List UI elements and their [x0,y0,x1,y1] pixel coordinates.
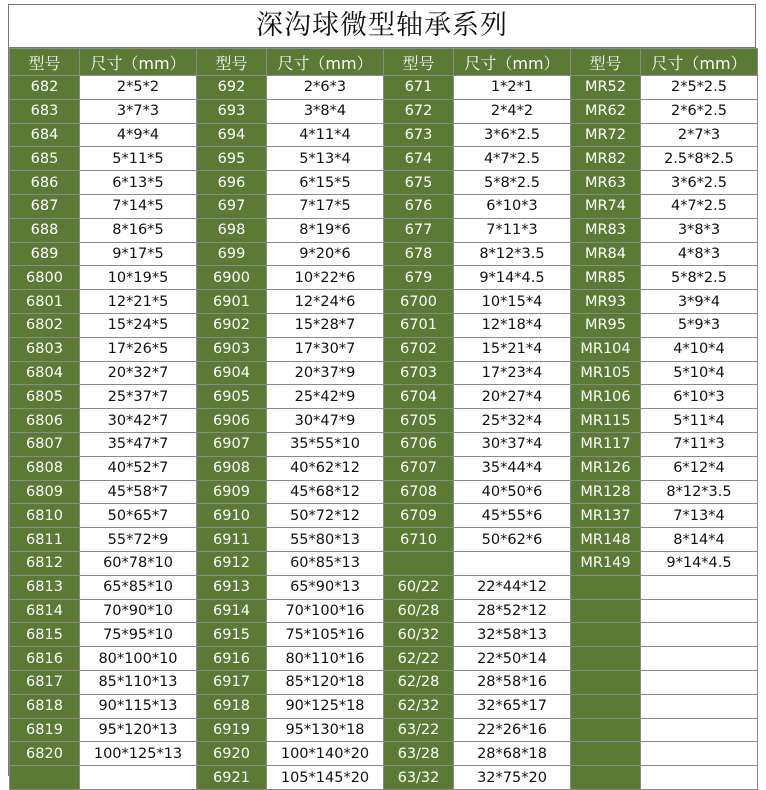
size-cell: 8*14*4 [641,528,758,552]
size-cell: 28*52*12 [454,599,571,623]
table-row [10,385,758,409]
model-cell: 6811 [10,528,80,552]
table-row [10,599,758,623]
model-cell: MR82 [571,147,641,171]
model-cell: 6905 [197,385,267,409]
size-cell: 45*68*12 [267,480,384,504]
column-header-model: 型号 [10,49,80,76]
table-row [10,480,758,504]
model-cell: MR62 [571,99,641,123]
size-cell [641,718,758,742]
model-cell: 6702 [384,337,454,361]
model-cell: 688 [10,218,80,242]
model-cell: 687 [10,194,80,218]
size-cell: 6*12*4 [641,456,758,480]
size-cell: 9*20*6 [267,242,384,266]
model-cell: 6818 [10,694,80,718]
size-cell: 28*58*16 [454,670,571,694]
size-cell [80,766,197,790]
size-cell: 85*120*18 [267,670,384,694]
page-title: 深沟球微型轴承系列 [9,5,755,48]
table-row [10,718,758,742]
model-cell: 689 [10,242,80,266]
size-cell: 10*22*6 [267,266,384,290]
size-cell: 12*18*4 [454,313,571,337]
size-cell: 5*10*4 [641,361,758,385]
model-cell: 6816 [10,647,80,671]
model-cell: 6908 [197,456,267,480]
size-cell: 1*2*1 [454,76,571,100]
column-header-size: 尺寸（mm） [267,49,384,76]
size-cell: 80*100*10 [80,647,197,671]
model-cell: 673 [384,123,454,147]
size-cell: 9*17*5 [80,242,197,266]
size-cell: 55*72*9 [80,528,197,552]
model-cell: 6902 [197,313,267,337]
model-cell: 679 [384,266,454,290]
size-cell: 30*42*7 [80,409,197,433]
model-cell: MR117 [571,432,641,456]
model-cell: MR148 [571,528,641,552]
model-cell: MR137 [571,504,641,528]
size-cell: 90*115*13 [80,694,197,718]
table-row [10,575,758,599]
model-cell: MR85 [571,266,641,290]
model-cell: 685 [10,147,80,171]
size-cell: 7*11*3 [641,432,758,456]
model-cell: 682 [10,76,80,100]
model-cell: 6911 [197,528,267,552]
size-cell: 8*12*3.5 [641,480,758,504]
size-cell: 32*65*17 [454,694,571,718]
size-cell: 2*6*3 [267,76,384,100]
size-cell: 70*90*10 [80,599,197,623]
size-cell: 4*10*4 [641,337,758,361]
model-cell: 6805 [10,385,80,409]
model-cell: 6706 [384,432,454,456]
model-cell: 6904 [197,361,267,385]
size-cell: 5*11*4 [641,409,758,433]
model-cell: 6918 [197,694,267,718]
size-cell: 20*32*7 [80,361,197,385]
size-cell: 70*100*16 [267,599,384,623]
model-cell [571,766,641,790]
size-cell: 22*44*12 [454,575,571,599]
model-cell: 695 [197,147,267,171]
size-cell: 60*78*10 [80,551,197,575]
model-cell: 6819 [10,718,80,742]
size-cell: 3*9*4 [641,290,758,314]
size-cell: 10*19*5 [80,266,197,290]
model-cell: 671 [384,76,454,100]
model-cell: 6701 [384,313,454,337]
size-cell: 60*85*13 [267,551,384,575]
size-cell: 32*75*20 [454,766,571,790]
model-cell: 6820 [10,742,80,766]
size-cell: 2*5*2 [80,76,197,100]
model-cell: MR106 [571,385,641,409]
model-cell: 696 [197,171,267,195]
size-cell: 17*23*4 [454,361,571,385]
model-cell: 6807 [10,432,80,456]
size-cell: 75*105*16 [267,623,384,647]
model-cell: 60/22 [384,575,454,599]
size-cell: 30*47*9 [267,409,384,433]
model-cell: 6910 [197,504,267,528]
size-cell: 5*8*2.5 [641,266,758,290]
size-cell: 3*7*3 [80,99,197,123]
column-header-size: 尺寸（mm） [80,49,197,76]
model-cell: MR72 [571,123,641,147]
table-row [10,742,758,766]
model-cell: 6800 [10,266,80,290]
model-cell: 6707 [384,456,454,480]
model-cell: 6709 [384,504,454,528]
model-cell: 6901 [197,290,267,314]
model-cell: 6808 [10,456,80,480]
size-cell: 5*11*5 [80,147,197,171]
column-header-size: 尺寸（mm） [641,49,758,76]
model-cell: 694 [197,123,267,147]
model-cell: 686 [10,171,80,195]
size-cell: 12*21*5 [80,290,197,314]
model-cell: 6803 [10,337,80,361]
size-cell [641,575,758,599]
model-cell: 6700 [384,290,454,314]
size-cell [454,551,571,575]
table-row [10,766,758,790]
table-row [10,432,758,456]
table-row [10,171,758,195]
bearing-table-sheet [8,4,756,786]
table-row [10,670,758,694]
size-cell: 80*110*16 [267,647,384,671]
model-cell: 6815 [10,623,80,647]
size-cell: 45*55*6 [454,504,571,528]
size-cell: 9*14*4.5 [641,551,758,575]
model-cell: 6907 [197,432,267,456]
table-body [10,76,758,790]
model-cell: 672 [384,99,454,123]
size-cell: 75*95*10 [80,623,197,647]
size-cell: 55*80*13 [267,528,384,552]
size-cell: 12*24*6 [267,290,384,314]
size-cell: 22*26*16 [454,718,571,742]
size-cell: 6*13*5 [80,171,197,195]
size-cell: 7*14*5 [80,194,197,218]
size-cell: 5*9*3 [641,313,758,337]
model-cell: 6814 [10,599,80,623]
column-header-model: 型号 [571,49,641,76]
model-cell: 6920 [197,742,267,766]
model-cell: 60/28 [384,599,454,623]
model-cell: 6810 [10,504,80,528]
size-cell: 95*120*13 [80,718,197,742]
table-row [10,242,758,266]
size-cell: 4*8*3 [641,242,758,266]
model-cell: 698 [197,218,267,242]
model-cell: MR93 [571,290,641,314]
size-cell: 2*5*2.5 [641,76,758,100]
model-cell: 675 [384,171,454,195]
model-cell [571,575,641,599]
model-cell: 6906 [197,409,267,433]
model-cell: 6916 [197,647,267,671]
size-cell: 2*6*2.5 [641,99,758,123]
model-cell: 684 [10,123,80,147]
model-cell: 62/22 [384,647,454,671]
size-cell: 4*9*4 [80,123,197,147]
size-cell: 95*130*18 [267,718,384,742]
size-cell: 8*12*3.5 [454,242,571,266]
model-cell: 60/32 [384,623,454,647]
table-row [10,313,758,337]
model-cell: 6912 [197,551,267,575]
size-cell: 2.5*8*2.5 [641,147,758,171]
model-cell: 6809 [10,480,80,504]
table-row [10,194,758,218]
table-row [10,337,758,361]
size-cell: 50*65*7 [80,504,197,528]
model-cell: 699 [197,242,267,266]
model-cell: 6806 [10,409,80,433]
model-cell: 6915 [197,623,267,647]
size-cell: 40*50*6 [454,480,571,504]
size-cell [641,647,758,671]
size-cell [641,694,758,718]
model-cell: MR104 [571,337,641,361]
model-cell: 6708 [384,480,454,504]
model-cell: 62/32 [384,694,454,718]
size-cell [641,766,758,790]
model-cell: 6921 [197,766,267,790]
model-cell: MR84 [571,242,641,266]
size-cell: 15*28*7 [267,313,384,337]
size-cell: 2*7*3 [641,123,758,147]
model-cell: MR128 [571,480,641,504]
table-row [10,551,758,575]
size-cell: 40*52*7 [80,456,197,480]
size-cell: 100*125*13 [80,742,197,766]
model-cell: 62/28 [384,670,454,694]
size-cell: 32*58*13 [454,623,571,647]
size-cell: 35*47*7 [80,432,197,456]
size-cell: 35*44*4 [454,456,571,480]
model-cell: MR83 [571,218,641,242]
model-cell: 6917 [197,670,267,694]
model-cell [10,766,80,790]
model-cell: 6903 [197,337,267,361]
table-row [10,694,758,718]
model-cell: MR63 [571,171,641,195]
table-row [10,123,758,147]
table-row [10,361,758,385]
size-cell: 15*24*5 [80,313,197,337]
table-row [10,99,758,123]
size-cell [641,670,758,694]
size-cell: 15*21*4 [454,337,571,361]
size-cell: 6*10*3 [641,385,758,409]
size-cell: 3*6*2.5 [454,123,571,147]
size-cell [641,599,758,623]
size-cell: 20*27*4 [454,385,571,409]
size-cell: 3*6*2.5 [641,171,758,195]
size-cell: 25*32*4 [454,409,571,433]
table-row [10,623,758,647]
size-cell: 50*72*12 [267,504,384,528]
model-cell: 6813 [10,575,80,599]
model-cell: 6704 [384,385,454,409]
model-cell: 6703 [384,361,454,385]
size-cell: 3*8*3 [641,218,758,242]
size-cell: 7*17*5 [267,194,384,218]
size-cell: 65*90*13 [267,575,384,599]
model-cell: 697 [197,194,267,218]
model-cell: 63/32 [384,766,454,790]
model-cell: 6705 [384,409,454,433]
table-row [10,647,758,671]
model-cell: 674 [384,147,454,171]
size-cell: 105*145*20 [267,766,384,790]
table-row [10,504,758,528]
model-cell: 6710 [384,528,454,552]
model-cell: 678 [384,242,454,266]
model-cell: 6817 [10,670,80,694]
model-cell: 6900 [197,266,267,290]
column-header-model: 型号 [197,49,267,76]
model-cell: 693 [197,99,267,123]
model-cell [571,718,641,742]
model-cell: 6913 [197,575,267,599]
model-cell [571,647,641,671]
model-cell: 63/28 [384,742,454,766]
size-cell: 6*10*3 [454,194,571,218]
model-cell: 692 [197,76,267,100]
model-cell: 677 [384,218,454,242]
model-cell [571,694,641,718]
size-cell: 7*11*3 [454,218,571,242]
size-cell: 40*62*12 [267,456,384,480]
size-cell [641,623,758,647]
model-cell: 6919 [197,718,267,742]
size-cell: 17*30*7 [267,337,384,361]
size-cell: 8*16*5 [80,218,197,242]
model-cell: 676 [384,194,454,218]
size-cell: 22*50*14 [454,647,571,671]
column-header-size: 尺寸（mm） [454,49,571,76]
size-cell: 17*26*5 [80,337,197,361]
table-header-row [10,49,758,76]
size-cell: 2*4*2 [454,99,571,123]
size-cell: 30*37*4 [454,432,571,456]
size-cell: 6*15*5 [267,171,384,195]
size-cell: 45*58*7 [80,480,197,504]
table-row [10,76,758,100]
size-cell: 85*110*13 [80,670,197,694]
size-cell: 65*85*10 [80,575,197,599]
model-cell [384,551,454,575]
model-cell: MR105 [571,361,641,385]
table-row [10,266,758,290]
size-cell: 25*37*7 [80,385,197,409]
size-cell: 20*37*9 [267,361,384,385]
size-cell: 50*62*6 [454,528,571,552]
model-cell [571,742,641,766]
table-row [10,147,758,171]
size-cell [641,742,758,766]
size-cell: 5*13*4 [267,147,384,171]
table-row [10,290,758,314]
model-cell [571,670,641,694]
model-cell: MR115 [571,409,641,433]
model-cell [571,599,641,623]
size-cell: 4*7*2.5 [454,147,571,171]
model-cell: 6914 [197,599,267,623]
model-cell: 683 [10,99,80,123]
size-cell: 35*55*10 [267,432,384,456]
model-cell: 6909 [197,480,267,504]
size-cell: 9*14*4.5 [454,266,571,290]
model-cell: 6801 [10,290,80,314]
size-cell: 25*42*9 [267,385,384,409]
table-row [10,528,758,552]
model-cell: 6804 [10,361,80,385]
bearing-size-table [9,48,758,790]
model-cell: 6812 [10,551,80,575]
size-cell: 4*7*2.5 [641,194,758,218]
size-cell: 28*68*18 [454,742,571,766]
size-cell: 90*125*18 [267,694,384,718]
table-row [10,456,758,480]
size-cell: 100*140*20 [267,742,384,766]
size-cell: 4*11*4 [267,123,384,147]
model-cell: MR52 [571,76,641,100]
size-cell: 10*15*4 [454,290,571,314]
model-cell: 6802 [10,313,80,337]
size-cell: 7*13*4 [641,504,758,528]
model-cell: MR74 [571,194,641,218]
size-cell: 5*8*2.5 [454,171,571,195]
table-row [10,218,758,242]
model-cell: MR126 [571,456,641,480]
model-cell: MR149 [571,551,641,575]
model-cell [571,623,641,647]
size-cell: 3*8*4 [267,99,384,123]
model-cell: MR95 [571,313,641,337]
table-row [10,409,758,433]
model-cell: 63/22 [384,718,454,742]
column-header-model: 型号 [384,49,454,76]
size-cell: 8*19*6 [267,218,384,242]
